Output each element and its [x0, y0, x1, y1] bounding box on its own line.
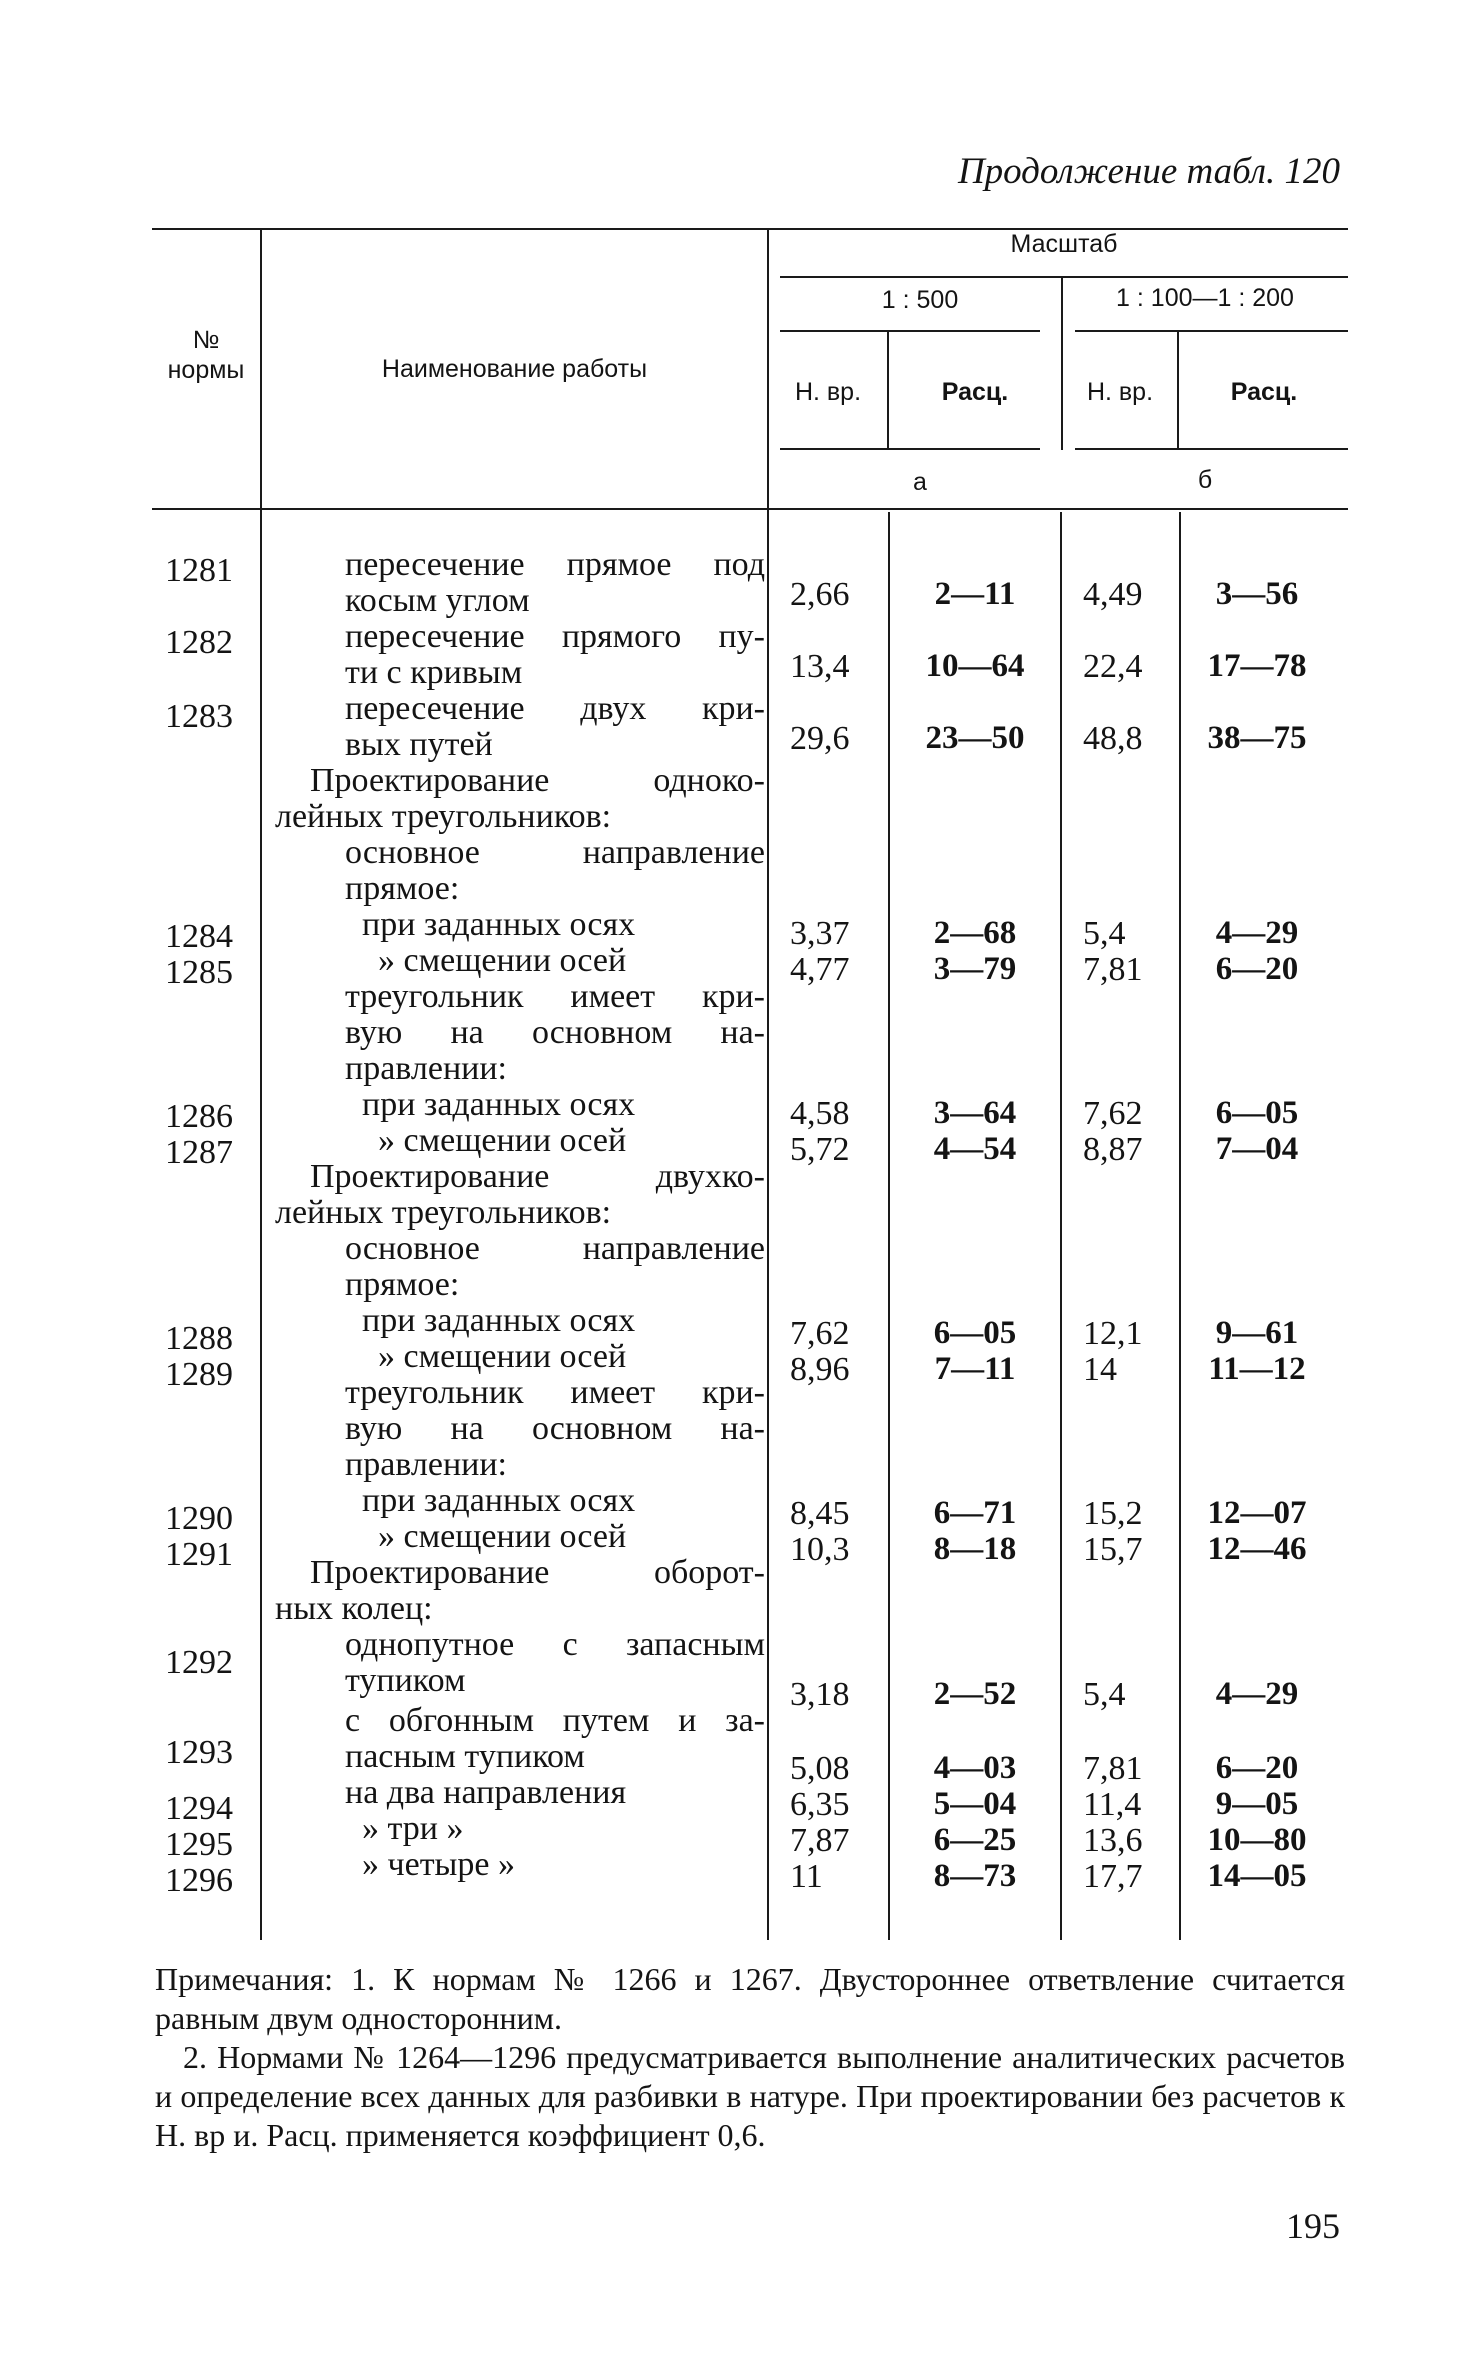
work-name-line: при заданных осях — [362, 906, 636, 943]
column-divider-b-body — [1179, 512, 1181, 1940]
work-name-line: » смещении осей — [378, 1338, 627, 1375]
rate-a-value: 6—05 — [933, 1315, 1017, 1351]
norm-number: 1286 — [165, 1098, 233, 1135]
rate-b-value: 7—04 — [1215, 1131, 1299, 1167]
work-name-line: ти с кривым — [345, 654, 523, 691]
work-name-line: треугольник имеет кри- — [345, 1374, 765, 1410]
work-name-line: основное направление — [345, 834, 765, 870]
rate-a-header: Расц. — [941, 378, 1009, 406]
rate-b-value: 38—75 — [1207, 720, 1307, 756]
rate-b-value: 9—61 — [1215, 1315, 1299, 1351]
rate-b-value: 6—05 — [1215, 1095, 1299, 1131]
column-letter-a: а — [913, 468, 927, 496]
time-b-value: 48,8 — [1083, 720, 1143, 757]
time-a-value: 6,35 — [790, 1786, 850, 1823]
norm-number: 1284 — [165, 918, 233, 955]
work-name-line: пересечение прямое под — [345, 546, 765, 582]
norm-number: 1295 — [165, 1826, 233, 1863]
work-name-line: » четыре » — [362, 1846, 515, 1883]
rate-a-value: 10—64 — [925, 648, 1025, 684]
time-a-header: Н. вр. — [794, 378, 862, 406]
rate-a-value: 2—68 — [933, 915, 1017, 951]
work-name-line: прямое: — [345, 870, 460, 907]
time-a-value: 5,72 — [790, 1131, 850, 1168]
time-b-value: 8,87 — [1083, 1131, 1143, 1168]
work-name-line: лейных треугольников: — [275, 798, 612, 835]
page-number: 195 — [1286, 2206, 1340, 2246]
norm-word-header: нормы — [167, 356, 245, 384]
scale-a-header: 1 : 500 — [881, 286, 959, 314]
rate-a-value: 6—25 — [933, 1822, 1017, 1858]
norm-number: 1290 — [165, 1500, 233, 1537]
columns-subrule-b — [1075, 330, 1348, 332]
scale-header: Масштаб — [1010, 230, 1118, 258]
rate-b-value: 10—80 — [1207, 1822, 1307, 1858]
rate-a-value: 4—03 — [933, 1750, 1017, 1786]
work-name-header: Наименование работы — [381, 355, 648, 383]
rate-a-value: 8—18 — [933, 1531, 1017, 1567]
norm-number: 1289 — [165, 1356, 233, 1393]
rate-b-value: 17—78 — [1207, 648, 1307, 684]
time-a-value: 11 — [790, 1858, 823, 1895]
rate-a-value: 5—04 — [933, 1786, 1017, 1822]
work-name-line: ных колец: — [275, 1590, 433, 1627]
time-a-value: 4,58 — [790, 1095, 850, 1132]
norm-number: 1296 — [165, 1862, 233, 1899]
work-name-line: прямое: — [345, 1266, 460, 1303]
norm-number: 1293 — [165, 1734, 233, 1771]
work-name-line: косым углом — [345, 582, 530, 619]
time-b-value: 22,4 — [1083, 648, 1143, 685]
time-b-value: 11,4 — [1083, 1786, 1142, 1823]
norm-number: 1283 — [165, 698, 233, 735]
rate-b-value: 3—56 — [1215, 576, 1299, 612]
time-b-value: 14 — [1083, 1351, 1117, 1388]
rate-b-value: 9—05 — [1215, 1786, 1299, 1822]
time-b-value: 7,62 — [1083, 1095, 1143, 1132]
time-b-value: 5,4 — [1083, 915, 1126, 952]
time-b-header: Н. вр. — [1086, 378, 1154, 406]
norm-number: 1291 — [165, 1536, 233, 1573]
work-name-line: » три » — [362, 1810, 464, 1847]
rate-a-value: 6—71 — [933, 1495, 1017, 1531]
work-name-line: при заданных осях — [362, 1086, 636, 1123]
time-b-value: 17,7 — [1083, 1858, 1143, 1895]
time-b-value: 15,2 — [1083, 1495, 1143, 1532]
letters-subrule-a — [780, 448, 1040, 450]
work-name-line: лейных треугольников: — [275, 1194, 612, 1231]
work-name-line: с обгонным путем и за- — [345, 1702, 765, 1738]
norm-number: 1292 — [165, 1644, 233, 1681]
time-a-value: 7,62 — [790, 1315, 850, 1352]
scale-subrule — [780, 276, 1348, 278]
time-a-value: 29,6 — [790, 720, 850, 757]
rate-b-value: 12—07 — [1207, 1495, 1307, 1531]
rate-a-value: 7—11 — [934, 1351, 1016, 1387]
norm-number: 1294 — [165, 1790, 233, 1827]
time-b-value: 4,49 — [1083, 576, 1143, 613]
work-name-line: при заданных осях — [362, 1302, 636, 1339]
work-name-line: » смещении осей — [378, 942, 627, 979]
time-a-value: 10,3 — [790, 1531, 850, 1568]
table-continuation-heading: Продолжение табл. 120 — [957, 151, 1340, 192]
rate-b-value: 4—29 — [1215, 915, 1299, 951]
work-name-line: правлении: — [345, 1050, 507, 1087]
work-name-line: пересечение двух кри- — [345, 690, 765, 726]
work-name-line: однопутное с запасным — [345, 1626, 765, 1662]
rate-b-value: 11—12 — [1208, 1351, 1306, 1387]
work-name-line: вую на основном на- — [345, 1014, 765, 1050]
note-2: 2. Нормами № 1264—1296 предусматривается выполнение аналитических расчетов и определение всех данных для разбивки в натуре. При проектировании без расчетов к Н. вр и. Расц. применяется коэффициент 0,6. — [155, 2039, 1345, 2153]
rate-b-value: 6—20 — [1215, 1750, 1299, 1786]
norm-number: 1287 — [165, 1134, 233, 1171]
rate-b-header: Расц. — [1230, 378, 1298, 406]
rate-a-value: 4—54 — [933, 1131, 1017, 1167]
rate-b-value: 4—29 — [1215, 1676, 1299, 1712]
time-a-value: 8,45 — [790, 1495, 850, 1532]
work-name-line: при заданных осях — [362, 1482, 636, 1519]
work-name-line: правлении: — [345, 1446, 507, 1483]
column-divider-scale-b-body — [1060, 512, 1062, 1940]
time-a-value: 4,77 — [790, 951, 850, 988]
norm-number: 1281 — [165, 552, 233, 589]
rate-b-value: 12—46 — [1207, 1531, 1307, 1567]
norm-number-header: № — [192, 326, 220, 354]
work-name-line: » смещении осей — [378, 1518, 627, 1555]
time-b-value: 15,7 — [1083, 1531, 1143, 1568]
work-name-line: на два направления — [345, 1774, 627, 1811]
work-name-line: треугольник имеет кри- — [345, 978, 765, 1014]
note-1: Примечания: 1. К нормам № 1266 и 1267. Двустороннее ответвление считается равным двум односторонним. — [155, 1961, 1345, 2036]
rate-a-value: 23—50 — [925, 720, 1025, 756]
work-name-line: Проектирование двухко- — [310, 1158, 765, 1194]
scale-b-header: 1 : 100—1 : 200 — [1116, 284, 1294, 312]
time-a-value: 13,4 — [790, 648, 850, 685]
columns-subrule-a — [780, 330, 1040, 332]
rate-a-value: 2—11 — [934, 576, 1016, 612]
column-divider-name — [767, 230, 769, 1940]
time-a-value: 3,37 — [790, 915, 850, 952]
time-b-value: 5,4 — [1083, 1676, 1126, 1713]
rate-a-value: 3—79 — [933, 951, 1017, 987]
time-b-value: 12,1 — [1083, 1315, 1143, 1352]
work-name-line: » смещении осей — [378, 1122, 627, 1159]
rate-a-value: 2—52 — [933, 1676, 1017, 1712]
norm-number: 1285 — [165, 954, 233, 991]
time-a-value: 3,18 — [790, 1676, 850, 1713]
work-name-line: основное направление — [345, 1230, 765, 1266]
work-name-line: тупиком — [345, 1662, 466, 1699]
notes-block — [155, 1960, 1345, 2155]
time-a-value: 7,87 — [790, 1822, 850, 1859]
column-letter-b: б — [1197, 466, 1213, 494]
rate-b-value: 6—20 — [1215, 951, 1299, 987]
column-divider-norm — [260, 230, 262, 1940]
time-a-value: 5,08 — [790, 1750, 850, 1787]
header-bottom-rule — [152, 508, 1348, 510]
norm-number: 1282 — [165, 624, 233, 661]
rate-b-value: 14—05 — [1207, 1858, 1307, 1894]
time-b-value: 13,6 — [1083, 1822, 1143, 1859]
work-name-line: вую на основном на- — [345, 1410, 765, 1446]
rate-a-value: 8—73 — [933, 1858, 1017, 1894]
time-b-value: 7,81 — [1083, 1750, 1143, 1787]
work-name-line: пасным тупиком — [345, 1738, 585, 1775]
rate-a-value: 3—64 — [933, 1095, 1017, 1131]
work-name-line: Проектирование одноко- — [310, 762, 765, 798]
time-a-value: 2,66 — [790, 576, 850, 613]
time-a-value: 8,96 — [790, 1351, 850, 1388]
work-name-line: Проектирование оборот- — [310, 1554, 765, 1590]
letters-subrule-b — [1075, 448, 1348, 450]
work-name-line: вых путей — [345, 726, 493, 763]
time-b-value: 7,81 — [1083, 951, 1143, 988]
work-name-line: пересечение прямого пу- — [345, 618, 765, 654]
norm-number: 1288 — [165, 1320, 233, 1357]
